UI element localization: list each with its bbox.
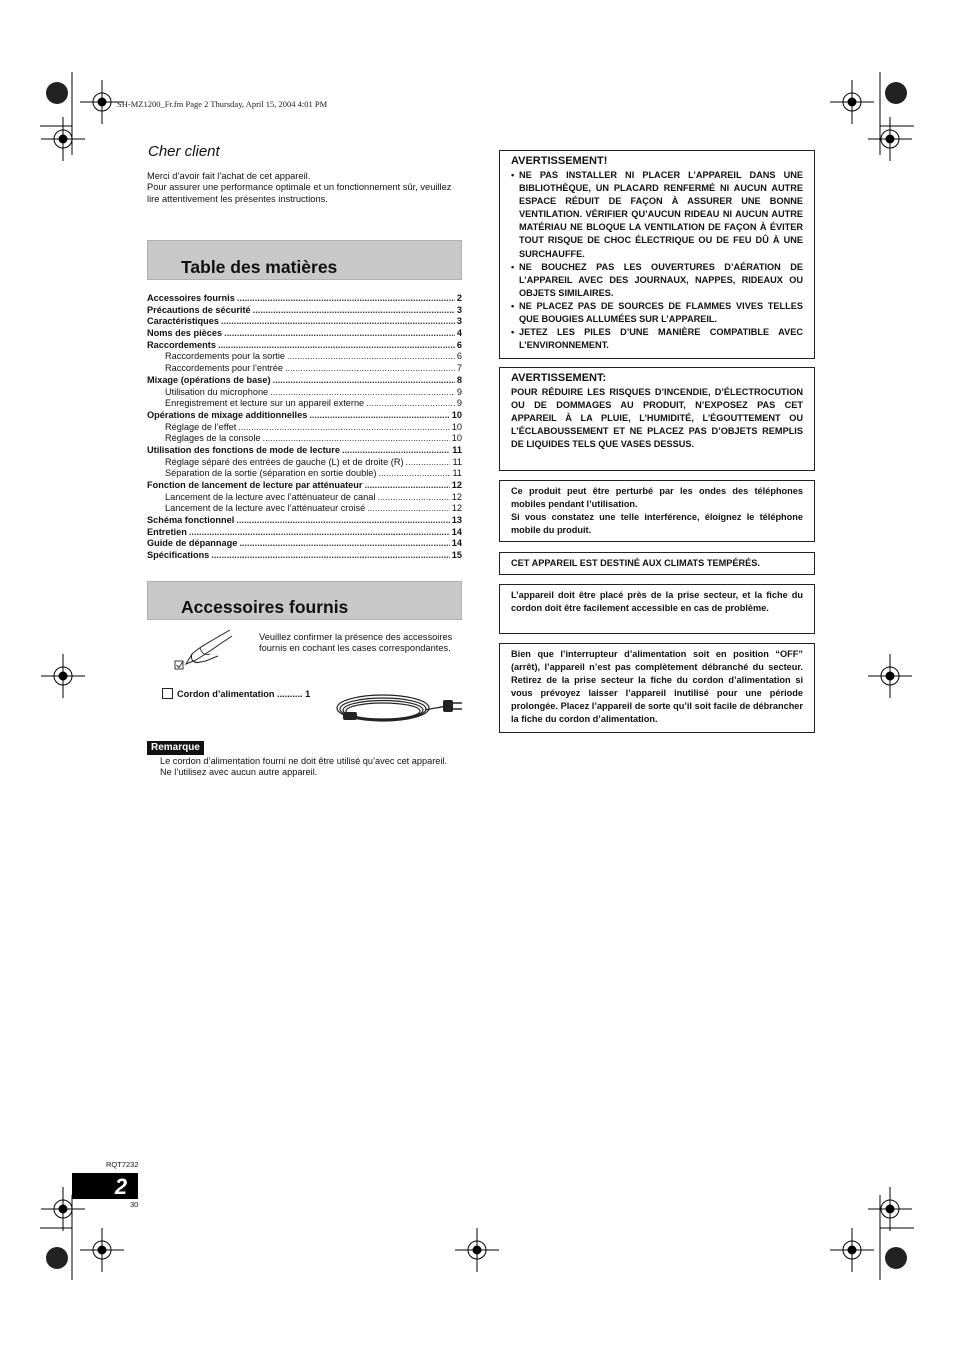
toc-page: 10: [451, 409, 462, 420]
toc-row[interactable]: [147, 328, 462, 340]
toc-label: Schéma fonctionnel: [147, 515, 235, 526]
toc-label: Réglages de la console: [165, 433, 261, 444]
toc-leader: [378, 468, 450, 480]
toc-page: 8: [456, 374, 462, 385]
toc-row[interactable]: [147, 480, 462, 492]
toc-row[interactable]: [147, 527, 462, 539]
notice-box-climate: [499, 552, 815, 575]
toc-page: 11: [452, 456, 462, 467]
toc-row[interactable]: [147, 398, 462, 410]
toc-page: 9: [456, 398, 462, 409]
toc-page: 4: [456, 328, 462, 339]
toc-label: Enregistrement et lecture sur un appareil externe: [165, 398, 365, 409]
greeting-text: [147, 171, 465, 205]
toc-row[interactable]: [147, 445, 462, 457]
toc-row[interactable]: [147, 351, 462, 363]
accessory-checkbox[interactable]: [162, 688, 173, 699]
toc-page: 3: [456, 316, 462, 327]
toc-label: Lancement de la lecture avec l’atténuateur de canal: [165, 491, 376, 502]
toc-label: Raccordements: [147, 339, 216, 350]
toc-page: 12: [451, 480, 462, 490]
toc-page: 12: [451, 491, 462, 502]
toc-label: Caractéristiques: [147, 316, 220, 327]
toc-label: Raccordements pour l’entrée: [165, 363, 283, 374]
notice-box-outlet: [499, 584, 815, 634]
toc-label: Utilisation du microphone: [165, 386, 269, 397]
toc-leader: [237, 293, 455, 305]
warning-item: • NE BOUCHEZ PAS LES OUVERTURES D’AÉRATION DE L’APPAREIL AVEC DES JOURNAUX, NAPPES, RIDEAUX OU OBJETS SIMILAIRES.: [511, 261, 803, 300]
toc-label: Opérations de mixage additionnelles: [147, 409, 308, 420]
toc-page: 11: [452, 444, 462, 455]
remarque-line: Le cordon d’alimentation fourni ne doit être utilisé qu’avec cet appareil.: [160, 756, 448, 766]
notice-box-mobile: [499, 480, 815, 542]
toc-row[interactable]: [147, 293, 462, 305]
toc-row[interactable]: [147, 538, 462, 550]
accessories-instruction: Veuillez confirmer la présence des accessoires fournis en cochant les cases correspondantes.: [259, 632, 453, 654]
toc-label: Fonction de lancement de lecture par atténuateur: [147, 480, 363, 490]
toc-label: Réglage de l’effet: [165, 421, 237, 432]
toc-row[interactable]: [147, 375, 462, 387]
toc-row[interactable]: [147, 433, 462, 445]
toc-label: Accessoires fournis: [147, 293, 235, 303]
table-of-contents: [147, 293, 462, 562]
toc-leader: [364, 480, 449, 492]
toc-leader: [238, 422, 449, 434]
notice-text: Bien que l’interrupteur d’alimentation soit en position “OFF” (arrêt), l’appareil n’est pas complètement débranché du secteur. Retirez de la prise secteur la fiche du cordon d’alimentation si vous prévoyez laisser l’appareil inutilisé pour une période prolongée. Placez l’appareil de sorte qu’il soit facile de débrancher la fiche du cordon d’alimentation.: [511, 649, 803, 725]
toc-page: 12: [451, 503, 462, 514]
toc-label: Mixage (opérations de base): [147, 374, 271, 385]
toc-label: Raccordements pour la sortie: [165, 351, 286, 362]
toc-page: 3: [456, 304, 462, 315]
toc-label: Séparation de la sortie (séparation en sortie double): [165, 468, 377, 479]
toc-leader: [377, 492, 449, 504]
toc-leader: [287, 351, 455, 363]
toc-label: Précautions de sécurité: [147, 304, 251, 315]
warning-title: AVERTISSEMENT!: [511, 155, 608, 167]
toc-leader: [224, 328, 455, 340]
toc-row[interactable]: [147, 550, 462, 562]
toc-page: 11: [452, 468, 462, 479]
toc-row[interactable]: [147, 457, 462, 469]
toc-leader: [406, 457, 451, 469]
toc-leader: [309, 410, 449, 422]
model-code: RQT7232: [106, 1160, 139, 1169]
toc-page: 6: [456, 339, 462, 350]
toc-leader: [221, 316, 455, 328]
toc-label: Entretien: [147, 526, 187, 537]
warning-text: POUR RÉDUIRE LES RISQUES D’INCENDIE, D’ÉLECTROCUTION OU DE DOMMAGES AU PRODUIT, N’EXPOSEZ PAS CET APPAREIL À LA PLUIE, L’HUMIDITÉ, L’ÉGOUTTEMENT OU L’ÉCLABOUSSEMENT ET NE PLACEZ PAS D’OBJETS REMPLIS DE LIQUIDES TELS QUE VASES DESSUS.: [511, 387, 803, 450]
toc-label: Lancement de la lecture avec l’atténuateur croisé: [165, 503, 366, 514]
toc-label: Utilisation des fonctions de mode de lecture: [147, 444, 340, 455]
notice-line: Ce produit peut être perturbé par les ondes des téléphones mobiles pendant l’utilisation.: [511, 486, 803, 510]
toc-leader: [273, 375, 455, 387]
toc-page: 15: [451, 550, 462, 561]
toc-leader: [285, 363, 455, 375]
toc-label: Spécifications: [147, 550, 210, 561]
warning-item: • NE PAS INSTALLER NI PLACER L’APPAREIL DANS UNE BIBLIOTHÈQUE, UN PLACARD RENFERMÉ NI AUCUN AUTRE ESPACE RÉDUIT DE FAÇON À ASSURER UNE BONNE VENTILATION. VÉRIFIER QU’AUCUN RIDEAU NI AUCUN AUTRE MATÉRIAU NE BLOQUE LA VENTILATION DE FAÇON À ÉVITER TOUT RISQUE DE CHOC ÉLECTRIQUE OU DE FEU DÛ À UNE SURCHAUFFE.: [511, 169, 803, 261]
toc-leader: [263, 433, 450, 445]
toc-row[interactable]: [147, 340, 462, 352]
toc-row[interactable]: [147, 387, 462, 399]
warning-list: [511, 169, 803, 352]
toc-row[interactable]: [147, 363, 462, 375]
toc-page: 14: [451, 526, 462, 537]
warning-box-fire: [499, 367, 815, 471]
toc-heading-bar: [147, 240, 462, 280]
accessory-item-label: Cordon d’alimentation .......... 1: [177, 688, 311, 699]
toc-leader: [342, 445, 450, 457]
toc-leader: [253, 305, 455, 317]
toc-leader: [239, 538, 449, 550]
toc-row[interactable]: [147, 492, 462, 504]
page-sub-number: 30: [130, 1200, 139, 1209]
notice-text: L’appareil doit être placé près de la prise secteur, et la fiche du cordon doit être facilement accessible en cas de problème.: [511, 590, 803, 614]
toc-page: 2: [456, 293, 462, 303]
toc-row[interactable]: [147, 410, 462, 422]
toc-leader: [189, 527, 450, 539]
toc-leader: [366, 398, 455, 410]
greeting-line: Pour assurer une performance optimale et un fonctionnement sûr, veuillez lire attentivement les présentes instructions.: [147, 182, 452, 204]
warning-item: • JETEZ LES PILES D’UNE MANIÈRE COMPATIBLE AVEC L’ENVIRONNEMENT.: [511, 326, 803, 352]
pen-checkbox-icon: [172, 628, 236, 676]
remarque-line: Ne l’utilisez avec aucun autre appareil.: [160, 767, 318, 778]
toc-row[interactable]: [147, 515, 462, 527]
toc-row[interactable]: [147, 422, 462, 434]
power-cord-icon: [333, 688, 465, 732]
toc-row[interactable]: [147, 468, 462, 480]
toc-label: Guide de dépannage: [147, 538, 238, 549]
accessories-title: Accessoires fournis: [181, 597, 349, 617]
toc-row[interactable]: [147, 503, 462, 515]
greeting-line: Merci d’avoir fait l’achat de cet appareil.: [147, 171, 311, 181]
toc-page: 10: [451, 421, 462, 432]
warning-box-ventilation: [499, 150, 815, 359]
toc-row[interactable]: [147, 305, 462, 317]
toc-leader: [270, 387, 455, 399]
notice-box-power-switch: [499, 643, 815, 733]
toc-page: 13: [451, 515, 462, 526]
toc-leader: [236, 515, 449, 527]
page-number: 2: [114, 1174, 128, 1199]
toc-page: 10: [451, 433, 462, 444]
remarque-tag: Remarque: [147, 741, 204, 755]
toc-leader: [367, 503, 450, 515]
warning-title: AVERTISSEMENT:: [511, 372, 607, 384]
toc-page: 6: [456, 351, 462, 362]
toc-leader: [211, 550, 449, 562]
toc-label: Noms des pièces: [147, 328, 223, 339]
toc-page: 14: [451, 538, 462, 549]
toc-row[interactable]: [147, 316, 462, 328]
toc-leader: [218, 340, 455, 352]
toc-page: 9: [456, 386, 462, 397]
toc-page: 7: [456, 363, 462, 374]
file-header-line: SH-MZ1200_Fr.fm Page 2 Thursday, April 15, 2004 4:01 PM: [117, 99, 328, 109]
greeting-title: Cher client: [148, 143, 220, 160]
notice-line: Si vous constatez une telle interférence, éloignez le téléphone mobile du produit.: [511, 512, 803, 536]
notice-text: CET APPAREIL EST DESTINÉ AUX CLIMATS TEMPÉRÉS.: [511, 558, 760, 568]
warning-item: • NE PLACEZ PAS DE SOURCES DE FLAMMES VIVES TELLES QUE BOUGIES ALLUMÉES SUR L’APPAREIL.: [511, 300, 803, 326]
accessory-item-power-cord[interactable]: [162, 688, 310, 699]
toc-label: Réglage séparé des entrées de gauche (L) et de droite (R): [165, 456, 404, 467]
remarque-text: [160, 756, 460, 778]
accessories-heading-bar: [147, 581, 462, 620]
toc-title: Table des matières: [181, 257, 338, 277]
